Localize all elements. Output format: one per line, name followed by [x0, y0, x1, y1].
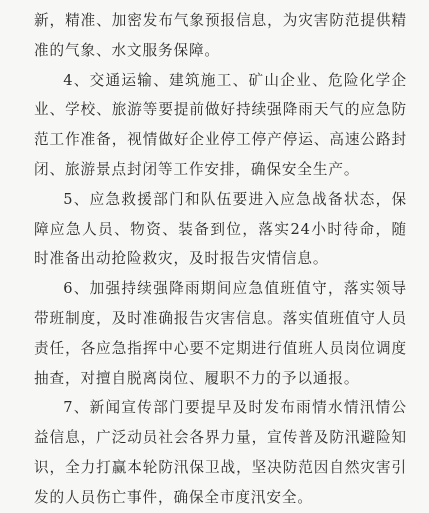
paragraph-continuation: 新，精准、加密发布气象预报信息，为灾害防范提供精准的气象、水文服务保障。 [34, 12, 407, 59]
paragraph-item-4: 4、交通运输、建筑施工、矿山企业、危险化学企业、学校、旅游等要提前做好持续强降雨天气的应急防范工作准备，视情做好企业停工停产停运、高速公路封闭、旅游景点封闭等工作安排，确保安全生产。 [34, 71, 407, 178]
paragraph-item-5: 5、应急救援部门和队伍要进入应急战备状态，保障应急人员、物资、装备到位，落实24小时待命，随时准备出动抢险救灾，及时报告灾情信息。 [34, 190, 407, 268]
paragraph-item-7: 7、新闻宣传部门要提早及时发布雨情水情汛情公益信息，广泛动员社会各界力量，宣传普及防汛避险知识，全力打赢本轮防汛保卫战，坚决防范因自然灾害引发的人员伤亡事件，确保全市度汛安全。 [34, 399, 407, 506]
paragraph-item-6: 6、加强持续强降雨期间应急值班值守，落实领导带班制度，及时准确报告灾害信息。落实值班值守人员责任，各应急指挥中心要不定期进行值班人员岗位调度抽查，对擅自脱离岗位、履职不力的予以通报。 [34, 280, 407, 387]
